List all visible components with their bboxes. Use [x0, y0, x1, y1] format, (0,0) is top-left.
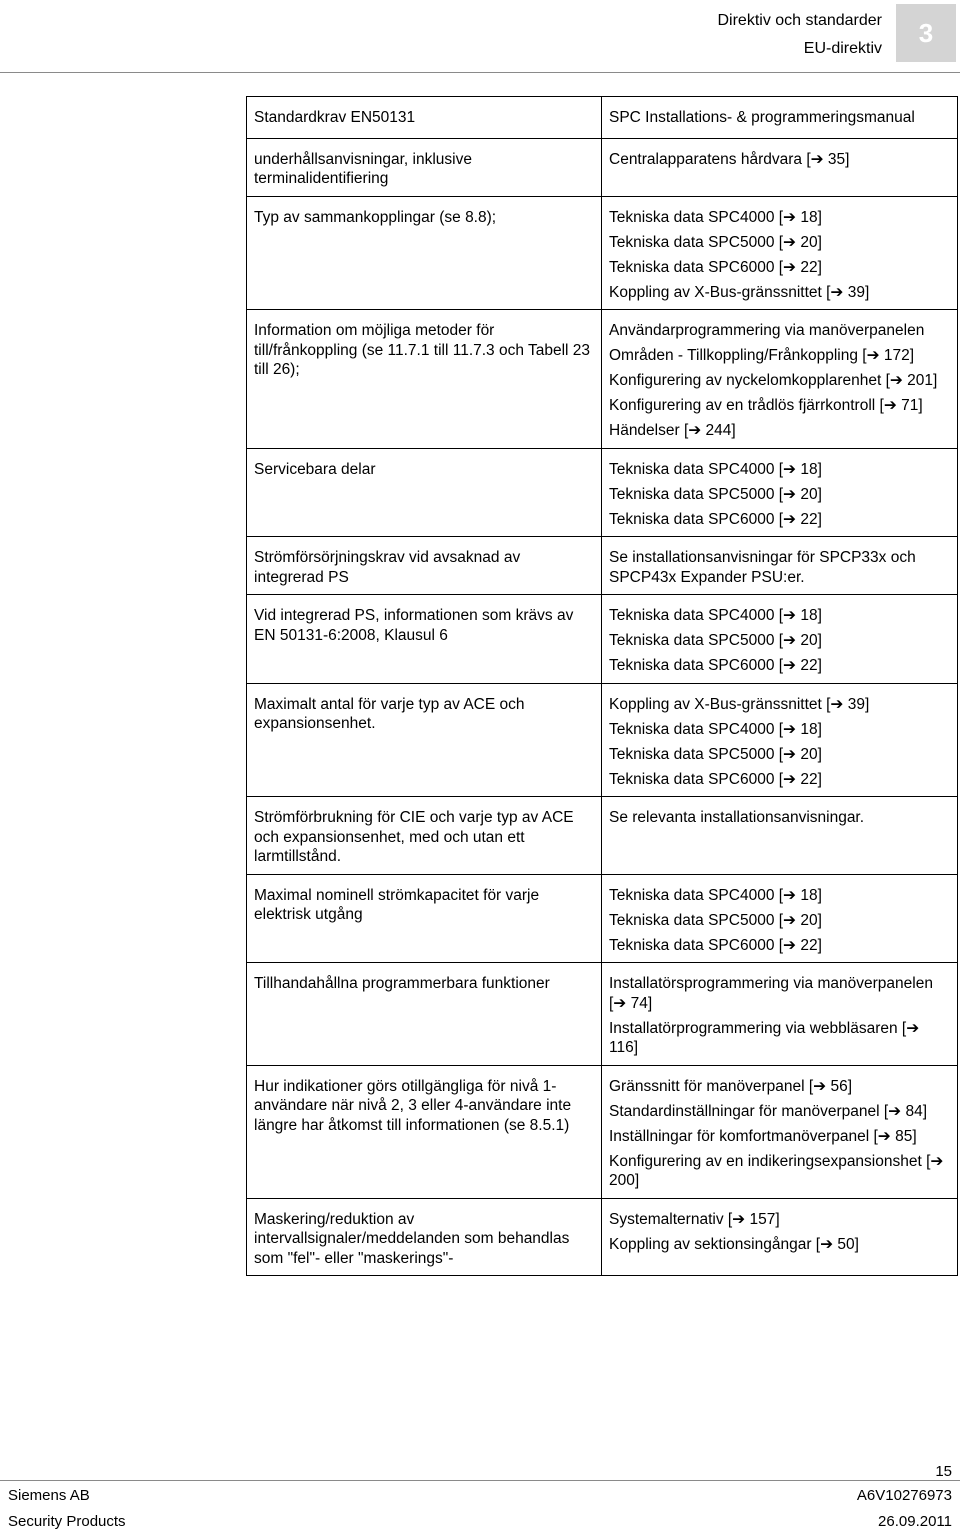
manual-reference-link[interactable]: Koppling av X-Bus-gränssnittet [➔ 39] — [609, 283, 870, 301]
requirement-cell: Servicebara delar — [247, 448, 602, 537]
table-row — [247, 874, 958, 963]
footer-division: Security Products — [8, 1513, 126, 1530]
manual-reference-link[interactable]: Tekniska data SPC6000 [➔ 22] — [609, 258, 822, 276]
manual-reference-link[interactable]: Tekniska data SPC4000 [➔ 18] — [609, 460, 822, 478]
requirement-cell: Maximal nominell strömkapacitet för varje elektrisk utgång — [247, 874, 602, 963]
page-number: 15 — [935, 1463, 952, 1480]
manual-reference-link[interactable]: Tekniska data SPC5000 [➔ 20] — [609, 911, 822, 929]
manual-reference-link[interactable]: Konfigurering av en trådlös fjärrkontroll [➔ 71] — [609, 397, 923, 414]
column-header-requirement: Standardkrav EN50131 — [247, 97, 602, 139]
manual-reference-link[interactable]: Tekniska data SPC6000 [➔ 22] — [609, 510, 822, 528]
table-row — [247, 595, 958, 684]
manual-reference-link[interactable]: Tekniska data SPC5000 [➔ 20] — [609, 233, 822, 251]
manual-reference-cell — [602, 196, 958, 310]
requirement-cell: Maskering/reduktion av intervallsignaler/meddelanden som behandlas som "fel"- eller "maskerings"- — [247, 1198, 602, 1276]
standards-table — [246, 96, 958, 1276]
manual-reference-cell — [602, 874, 958, 963]
manual-reference-link[interactable]: Tekniska data SPC5000 [➔ 20] — [609, 745, 822, 763]
table-row — [247, 138, 958, 196]
manual-reference-link[interactable]: Standardinställningar för manöverpanel [➔ 84] — [609, 1102, 928, 1120]
table-row — [247, 196, 958, 310]
column-header-manual: SPC Installations- & programmeringsmanual — [602, 97, 958, 139]
manual-reference-cell — [602, 448, 958, 537]
manual-reference-cell — [602, 310, 958, 449]
manual-reference-link[interactable]: Gränssnitt för manöverpanel [➔ 56] — [609, 1077, 853, 1095]
manual-reference-cell — [602, 963, 958, 1066]
requirement-cell: Maximalt antal för varje typ av ACE och expansionsenhet. — [247, 683, 602, 797]
footer-company: Siemens AB — [8, 1487, 90, 1504]
manual-reference-cell — [602, 797, 958, 875]
manual-reference-cell — [602, 1198, 958, 1276]
manual-reference-link[interactable]: Tekniska data SPC4000 [➔ 18] — [609, 208, 822, 226]
chapter-number-badge: 3 — [896, 4, 956, 62]
manual-reference-cell — [602, 595, 958, 684]
requirement-cell: Strömförbrukning för CIE och varje typ av ACE och expansionsenhet, med och utan ett larmtillstånd. — [247, 797, 602, 875]
table-row — [247, 537, 958, 595]
manual-reference-link[interactable]: Konfigurering av nyckelomkopplarenhet [➔ 201] — [609, 372, 938, 389]
header-divider — [0, 72, 960, 73]
table-row — [247, 448, 958, 537]
manual-reference-link[interactable]: Tekniska data SPC4000 [➔ 18] — [609, 886, 822, 904]
manual-reference-link[interactable]: Installatörprogrammering via webbläsaren [➔ 116] — [609, 1019, 920, 1056]
header-title: Direktiv och standarder — [717, 12, 882, 29]
requirement-cell: Tillhandahållna programmerbara funktioner — [247, 963, 602, 1066]
requirement-cell: Strömförsörjningskrav vid avsaknad av integrerad PS — [247, 537, 602, 595]
manual-reference-link[interactable]: Tekniska data SPC4000 [➔ 18] — [609, 720, 822, 738]
requirement-cell: Typ av sammankopplingar (se 8.8); — [247, 196, 602, 310]
footer-date: 26.09.2011 — [878, 1513, 952, 1530]
manual-reference-link[interactable]: Inställningar för komfortmanöverpanel [➔ 85] — [609, 1127, 917, 1145]
manual-reference-link[interactable]: Tekniska data SPC6000 [➔ 22] — [609, 657, 822, 674]
page-header — [0, 0, 960, 74]
manual-reference-link[interactable]: Tekniska data SPC6000 [➔ 22] — [609, 770, 822, 788]
manual-reference-link[interactable]: Koppling av X-Bus-gränssnittet [➔ 39] — [609, 695, 870, 713]
manual-reference-cell — [602, 1065, 958, 1198]
table-row — [247, 797, 958, 875]
manual-reference-link[interactable]: Se relevanta installationsanvisningar. — [609, 809, 865, 826]
table-body — [247, 138, 958, 1276]
requirement-cell: Information om möjliga metoder för till/frånkoppling (se 11.7.1 till 11.7.3 och Tabell 23 till 26); — [247, 310, 602, 449]
footer-doc-id: A6V10276973 — [856, 1487, 952, 1504]
manual-reference-link[interactable]: Centralapparatens hårdvara [➔ 35] — [609, 150, 850, 168]
manual-reference-link[interactable]: Användarprogrammering via manöverpanelen — [609, 322, 925, 339]
manual-reference-link[interactable]: Tekniska data SPC5000 [➔ 20] — [609, 485, 822, 503]
manual-reference-cell — [602, 138, 958, 196]
manual-reference-link[interactable]: Koppling av sektionsingångar [➔ 50] — [609, 1235, 859, 1253]
table-row — [247, 963, 958, 1066]
manual-reference-link[interactable]: Se installationsanvisningar för SPCP33x och SPCP43x Expander PSU:er. — [609, 549, 916, 586]
manual-reference-link[interactable]: Händelser [➔ 244] — [609, 422, 736, 439]
manual-reference-cell — [602, 537, 958, 595]
manual-reference-link[interactable]: Installatörsprogrammering via manöverpanelen [➔ 74] — [609, 975, 933, 1012]
manual-reference-link[interactable]: Systemalternativ [➔ 157] — [609, 1210, 780, 1228]
table-row — [247, 683, 958, 797]
header-subtitle: EU-direktiv — [803, 40, 882, 57]
table-row — [247, 1198, 958, 1276]
table-row — [247, 1065, 958, 1198]
manual-reference-link[interactable]: Tekniska data SPC4000 [➔ 18] — [609, 607, 822, 624]
manual-reference-link[interactable]: Områden - Tillkoppling/Frånkoppling [➔ 172] — [609, 347, 915, 364]
requirement-cell: underhållsanvisningar, inklusive terminalidentifiering — [247, 138, 602, 196]
manual-reference-link[interactable]: Tekniska data SPC6000 [➔ 22] — [609, 936, 822, 954]
requirement-cell: Hur indikationer görs otillgängliga för nivå 1-användare när nivå 2, 3 eller 4-användare inte längre har åtkomst till informationen (se 8.5.1) — [247, 1065, 602, 1198]
requirement-cell: Vid integrerad PS, informationen som krävs av EN 50131-6:2008, Klausul 6 — [247, 595, 602, 684]
footer-divider — [0, 1480, 960, 1481]
table-header-row — [247, 97, 958, 139]
manual-reference-cell — [602, 683, 958, 797]
manual-reference-link[interactable]: Tekniska data SPC5000 [➔ 20] — [609, 632, 822, 649]
table-row — [247, 310, 958, 449]
manual-reference-link[interactable]: Konfigurering av en indikeringsexpansionshet [➔ 200] — [609, 1152, 944, 1189]
